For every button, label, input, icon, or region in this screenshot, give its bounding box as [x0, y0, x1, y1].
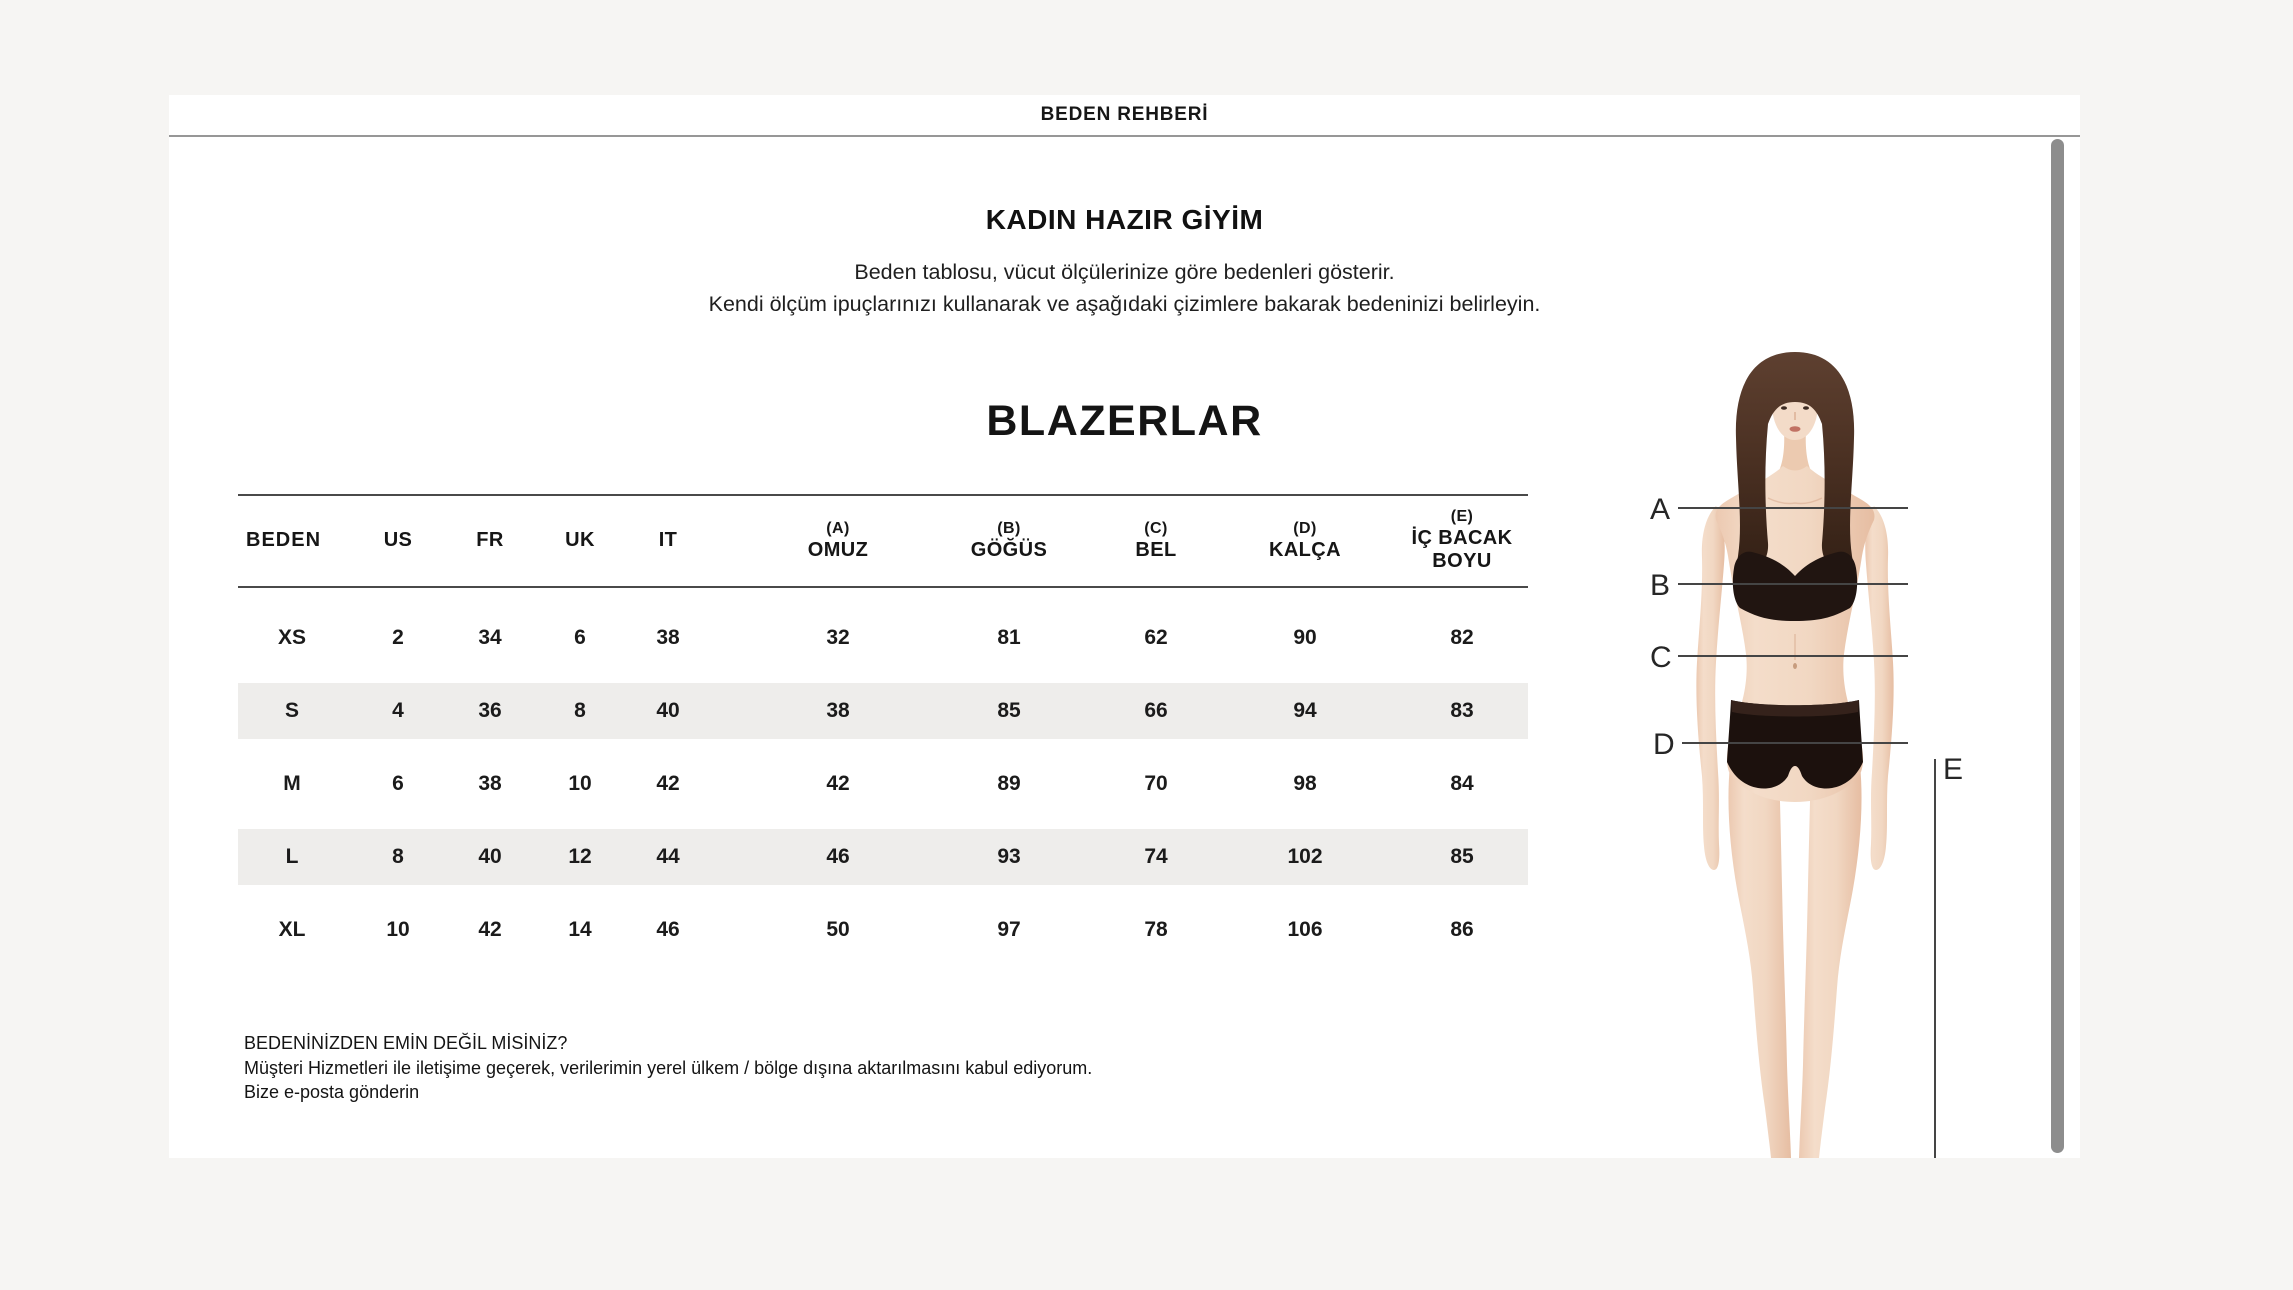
table-row-l: L 8 40 12 44 46 93 74 102 85: [238, 820, 1528, 893]
figure-right-leg: [1799, 765, 1862, 1158]
table-row-s: S 4 36 8 40 38 85 66 94 83: [238, 674, 1528, 747]
measurement-figure: [1630, 350, 1990, 1158]
figure-lips: [1790, 426, 1801, 432]
email-us-link[interactable]: Bize e-posta gönderin: [244, 1082, 420, 1102]
vertical-scrollbar-thumb[interactable]: [2051, 139, 2064, 1153]
figure-eye-left: [1781, 406, 1787, 410]
measure-label-a: A: [1650, 493, 1671, 526]
table-header-row: [238, 496, 1528, 588]
col-header-uk: UK: [565, 529, 595, 552]
table-body: [238, 588, 1528, 966]
measure-label-b: B: [1650, 569, 1671, 602]
size-table: [238, 494, 1528, 966]
intro-line-2: Kendi ölçüm ipuçlarınızı kullanarak ve aşağıdaki çizimlere bakarak bedeninizi belirleyin.: [708, 292, 1541, 316]
size-guide-panel: [169, 95, 2080, 1158]
page-title: BEDEN REHBERİ: [1040, 104, 1209, 125]
footer-consent: Müşteri Hizmetleri ile iletişime geçerek, verilerimin yerel ülkem / bölge dışına aktarılmasını kabul ediyorum.: [244, 1057, 1093, 1078]
col-header-ic-bacak-boyu: (E) İÇ BACAK BOYU: [1411, 507, 1513, 573]
measure-label-c: C: [1650, 641, 1672, 674]
body-measurement-illustration: [1630, 350, 1990, 1158]
footer-note: [244, 1031, 1092, 1105]
figure-navel: [1793, 663, 1797, 669]
col-header-beden: BEDEN: [246, 529, 322, 552]
panel-header: [169, 95, 2080, 137]
figure-left-leg: [1728, 765, 1791, 1158]
table-row-m: M 6 38 10 42 42 89 70 98 84: [283, 771, 1474, 795]
col-header-us: US: [383, 529, 413, 552]
intro-line-1: Beden tablosu, vücut ölçülerinize göre bedenleri gösterir.: [854, 260, 1395, 284]
col-header-kalca: (D) KALÇA: [1269, 519, 1341, 561]
measure-label-d: D: [1653, 728, 1675, 761]
measure-label-e: E: [1943, 753, 1964, 786]
col-header-gogus: (B) GÖĞÜS: [970, 519, 1048, 561]
col-header-bel: (C) BEL: [1135, 519, 1177, 561]
category-title: KADIN HAZIR GİYİM: [985, 204, 1264, 235]
col-header-omuz: (A) OMUZ: [807, 519, 869, 561]
footer-question: BEDENİNİZDEN EMİN DEĞİL MİSİNİZ?: [244, 1033, 568, 1053]
table-row-xs: XS 2 34 6 38 32 81 62 90 82: [277, 625, 1474, 649]
intro-text: [169, 256, 2080, 320]
col-header-it: IT: [658, 529, 678, 552]
figure-left-arm: [1696, 506, 1724, 870]
table-row-xl: XL 10 42 14 46 50 97 78 106 86: [278, 917, 1474, 941]
figure-right-arm: [1865, 506, 1893, 870]
section-title: BLAZERLAR: [986, 397, 1263, 445]
col-header-fr: FR: [476, 529, 504, 552]
figure-eye-right: [1803, 406, 1809, 410]
